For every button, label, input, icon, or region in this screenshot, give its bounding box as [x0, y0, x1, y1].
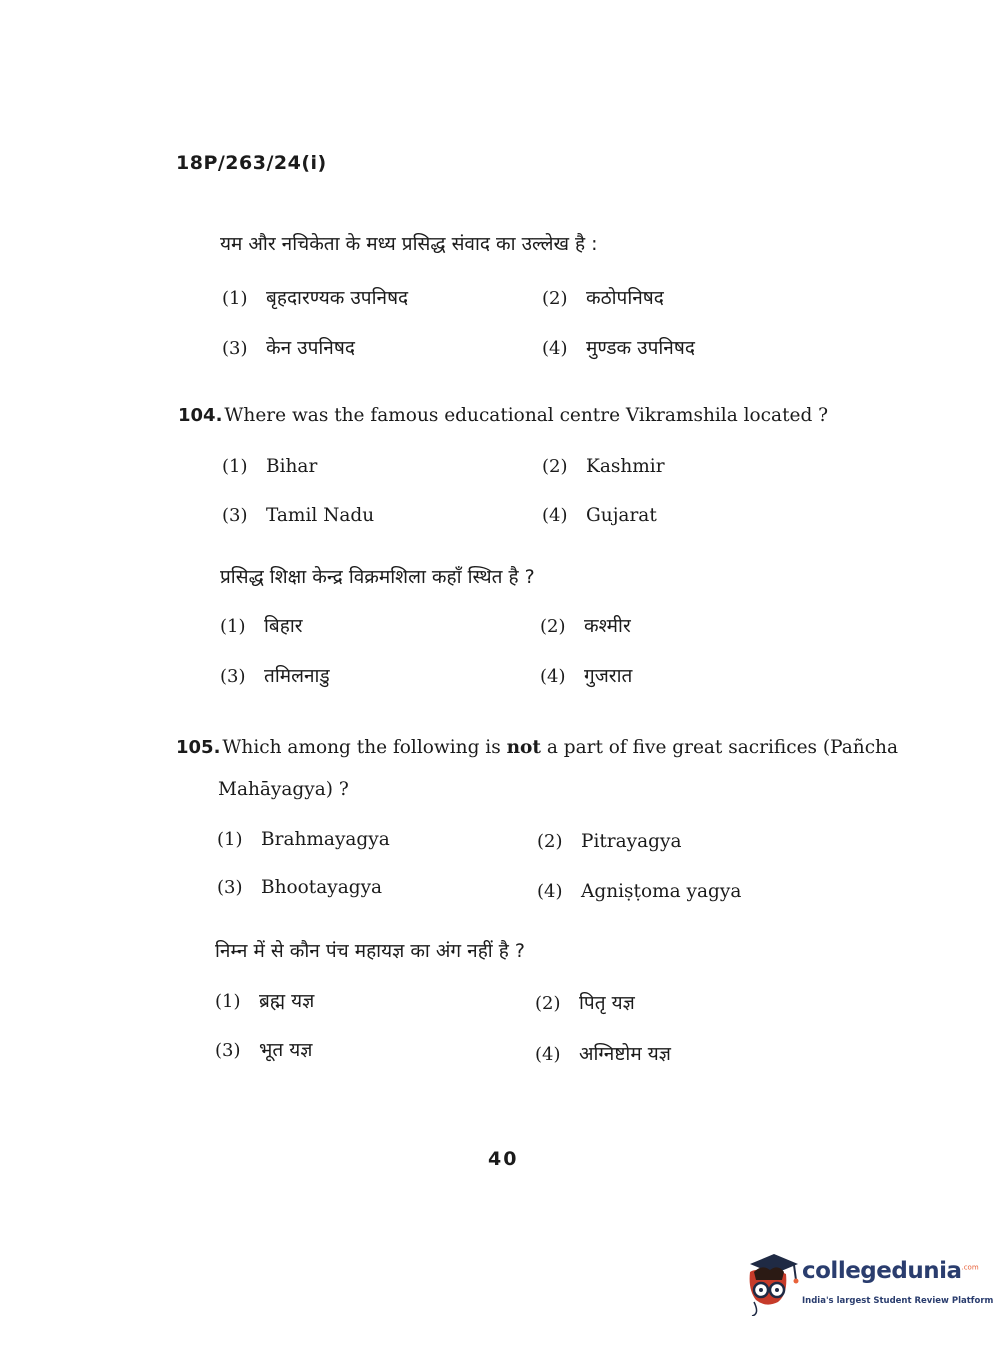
q105-hindi-question: निम्न में से कौन पंच महायज्ञ का अंग नहीं है ? — [215, 940, 525, 962]
option-number: (4) — [542, 505, 568, 526]
question-text-part1: Which among the following is — [222, 737, 501, 758]
option-number: (4) — [535, 1044, 561, 1065]
question-text-bold: not — [506, 737, 541, 758]
q103-hindi-option-4 — [542, 334, 695, 360]
option-number: (2) — [537, 831, 563, 852]
option-text: Kashmir — [586, 456, 665, 477]
q104-question — [178, 405, 828, 426]
option-text: बिहार — [264, 615, 303, 637]
option-number: (4) — [537, 881, 563, 902]
option-number: (2) — [542, 288, 568, 309]
option-number: (2) — [542, 456, 568, 477]
option-text: ब्रह्म यज्ञ — [259, 990, 315, 1012]
option-number: (3) — [222, 505, 248, 526]
option-number: (1) — [217, 829, 243, 850]
q104-hindi-option-1 — [220, 612, 303, 638]
option-text: Gujarat — [586, 505, 657, 526]
option-number: (1) — [222, 456, 248, 477]
option-text: पितृ यज्ञ — [579, 992, 635, 1014]
option-text: Tamil Nadu — [266, 505, 375, 526]
q104-option-4 — [542, 505, 657, 526]
option-text: बृहदारण्यक उपनिषद — [266, 287, 409, 309]
brand-tagline: India's largest Student Review Platform — [802, 1296, 994, 1306]
option-number: (4) — [542, 338, 568, 359]
q105-hindi-option-4 — [535, 1040, 671, 1066]
option-number: (1) — [222, 288, 248, 309]
option-text: Agniṣṭoma yagya — [581, 881, 742, 902]
option-text: अग्निष्टोम यज्ञ — [579, 1043, 671, 1065]
option-text: Brahmayagya — [261, 829, 390, 850]
option-text: मुण्डक उपनिषद — [586, 337, 695, 359]
option-number: (2) — [535, 993, 561, 1014]
q105-hindi-option-2 — [535, 989, 635, 1015]
collegedunia-watermark — [744, 1250, 994, 1320]
option-number: (3) — [222, 338, 248, 359]
option-text: कश्मीर — [584, 615, 631, 637]
option-number: (1) — [215, 991, 241, 1012]
q105-option-4 — [537, 881, 741, 902]
q105-option-3 — [217, 877, 382, 898]
collegedunia-logo-text — [802, 1258, 979, 1284]
q105-option-1 — [217, 829, 390, 850]
q104-hindi-option-2 — [540, 612, 631, 638]
q103-hindi-option-1 — [222, 284, 408, 310]
q103-hindi-option-2 — [542, 284, 664, 310]
q105-hindi-option-1 — [215, 987, 314, 1013]
option-text: तमिलनाडु — [264, 665, 330, 687]
brand-dotcom: .com — [961, 1263, 979, 1272]
q105-question — [176, 737, 898, 758]
q105-hindi-option-3 — [215, 1036, 312, 1062]
question-text-part2: a part of five great sacrifices (Pañcha — [546, 737, 899, 758]
q103-hindi-option-3 — [222, 334, 355, 360]
question-number: 105. — [176, 737, 221, 758]
option-number: (3) — [220, 666, 246, 687]
q104-hindi-option-3 — [220, 662, 330, 688]
page-number: 40 — [488, 1148, 519, 1170]
option-text: Bhootayagya — [261, 877, 383, 898]
option-text: Pitrayagya — [581, 831, 682, 852]
q104-hindi-option-4 — [540, 662, 632, 688]
option-text: केन उपनिषद — [266, 337, 355, 359]
q104-hindi-question: प्रसिद्ध शिक्षा केन्द्र विक्रमशिला कहाँ स्थित है ? — [220, 566, 535, 588]
option-text: कठोपनिषद — [586, 287, 664, 309]
question-number: 104. — [178, 405, 223, 426]
option-number: (1) — [220, 616, 246, 637]
option-number: (4) — [540, 666, 566, 687]
question-text: Where was the famous educational centre Vikramshila located ? — [224, 405, 829, 426]
q103-hindi-question: यम और नचिकेता के मध्य प्रसिद्ध संवाद का उल्लेख है : — [220, 233, 598, 255]
brand-name: collegedunia — [802, 1258, 962, 1284]
paper-code: 18P/263/24(i) — [176, 152, 327, 174]
q105-question-line2: Mahāyagya) ? — [218, 779, 349, 800]
option-text: Bihar — [266, 456, 318, 477]
collegedunia-mascot-icon — [744, 1250, 800, 1316]
q104-option-3 — [222, 505, 374, 526]
option-text: गुजरात — [584, 665, 633, 687]
q104-option-1 — [222, 456, 317, 477]
option-number: (3) — [217, 877, 243, 898]
option-number: (3) — [215, 1040, 241, 1061]
option-text: भूत यज्ञ — [259, 1039, 313, 1061]
q105-option-2 — [537, 831, 681, 852]
option-number: (2) — [540, 616, 566, 637]
q104-option-2 — [542, 456, 665, 477]
